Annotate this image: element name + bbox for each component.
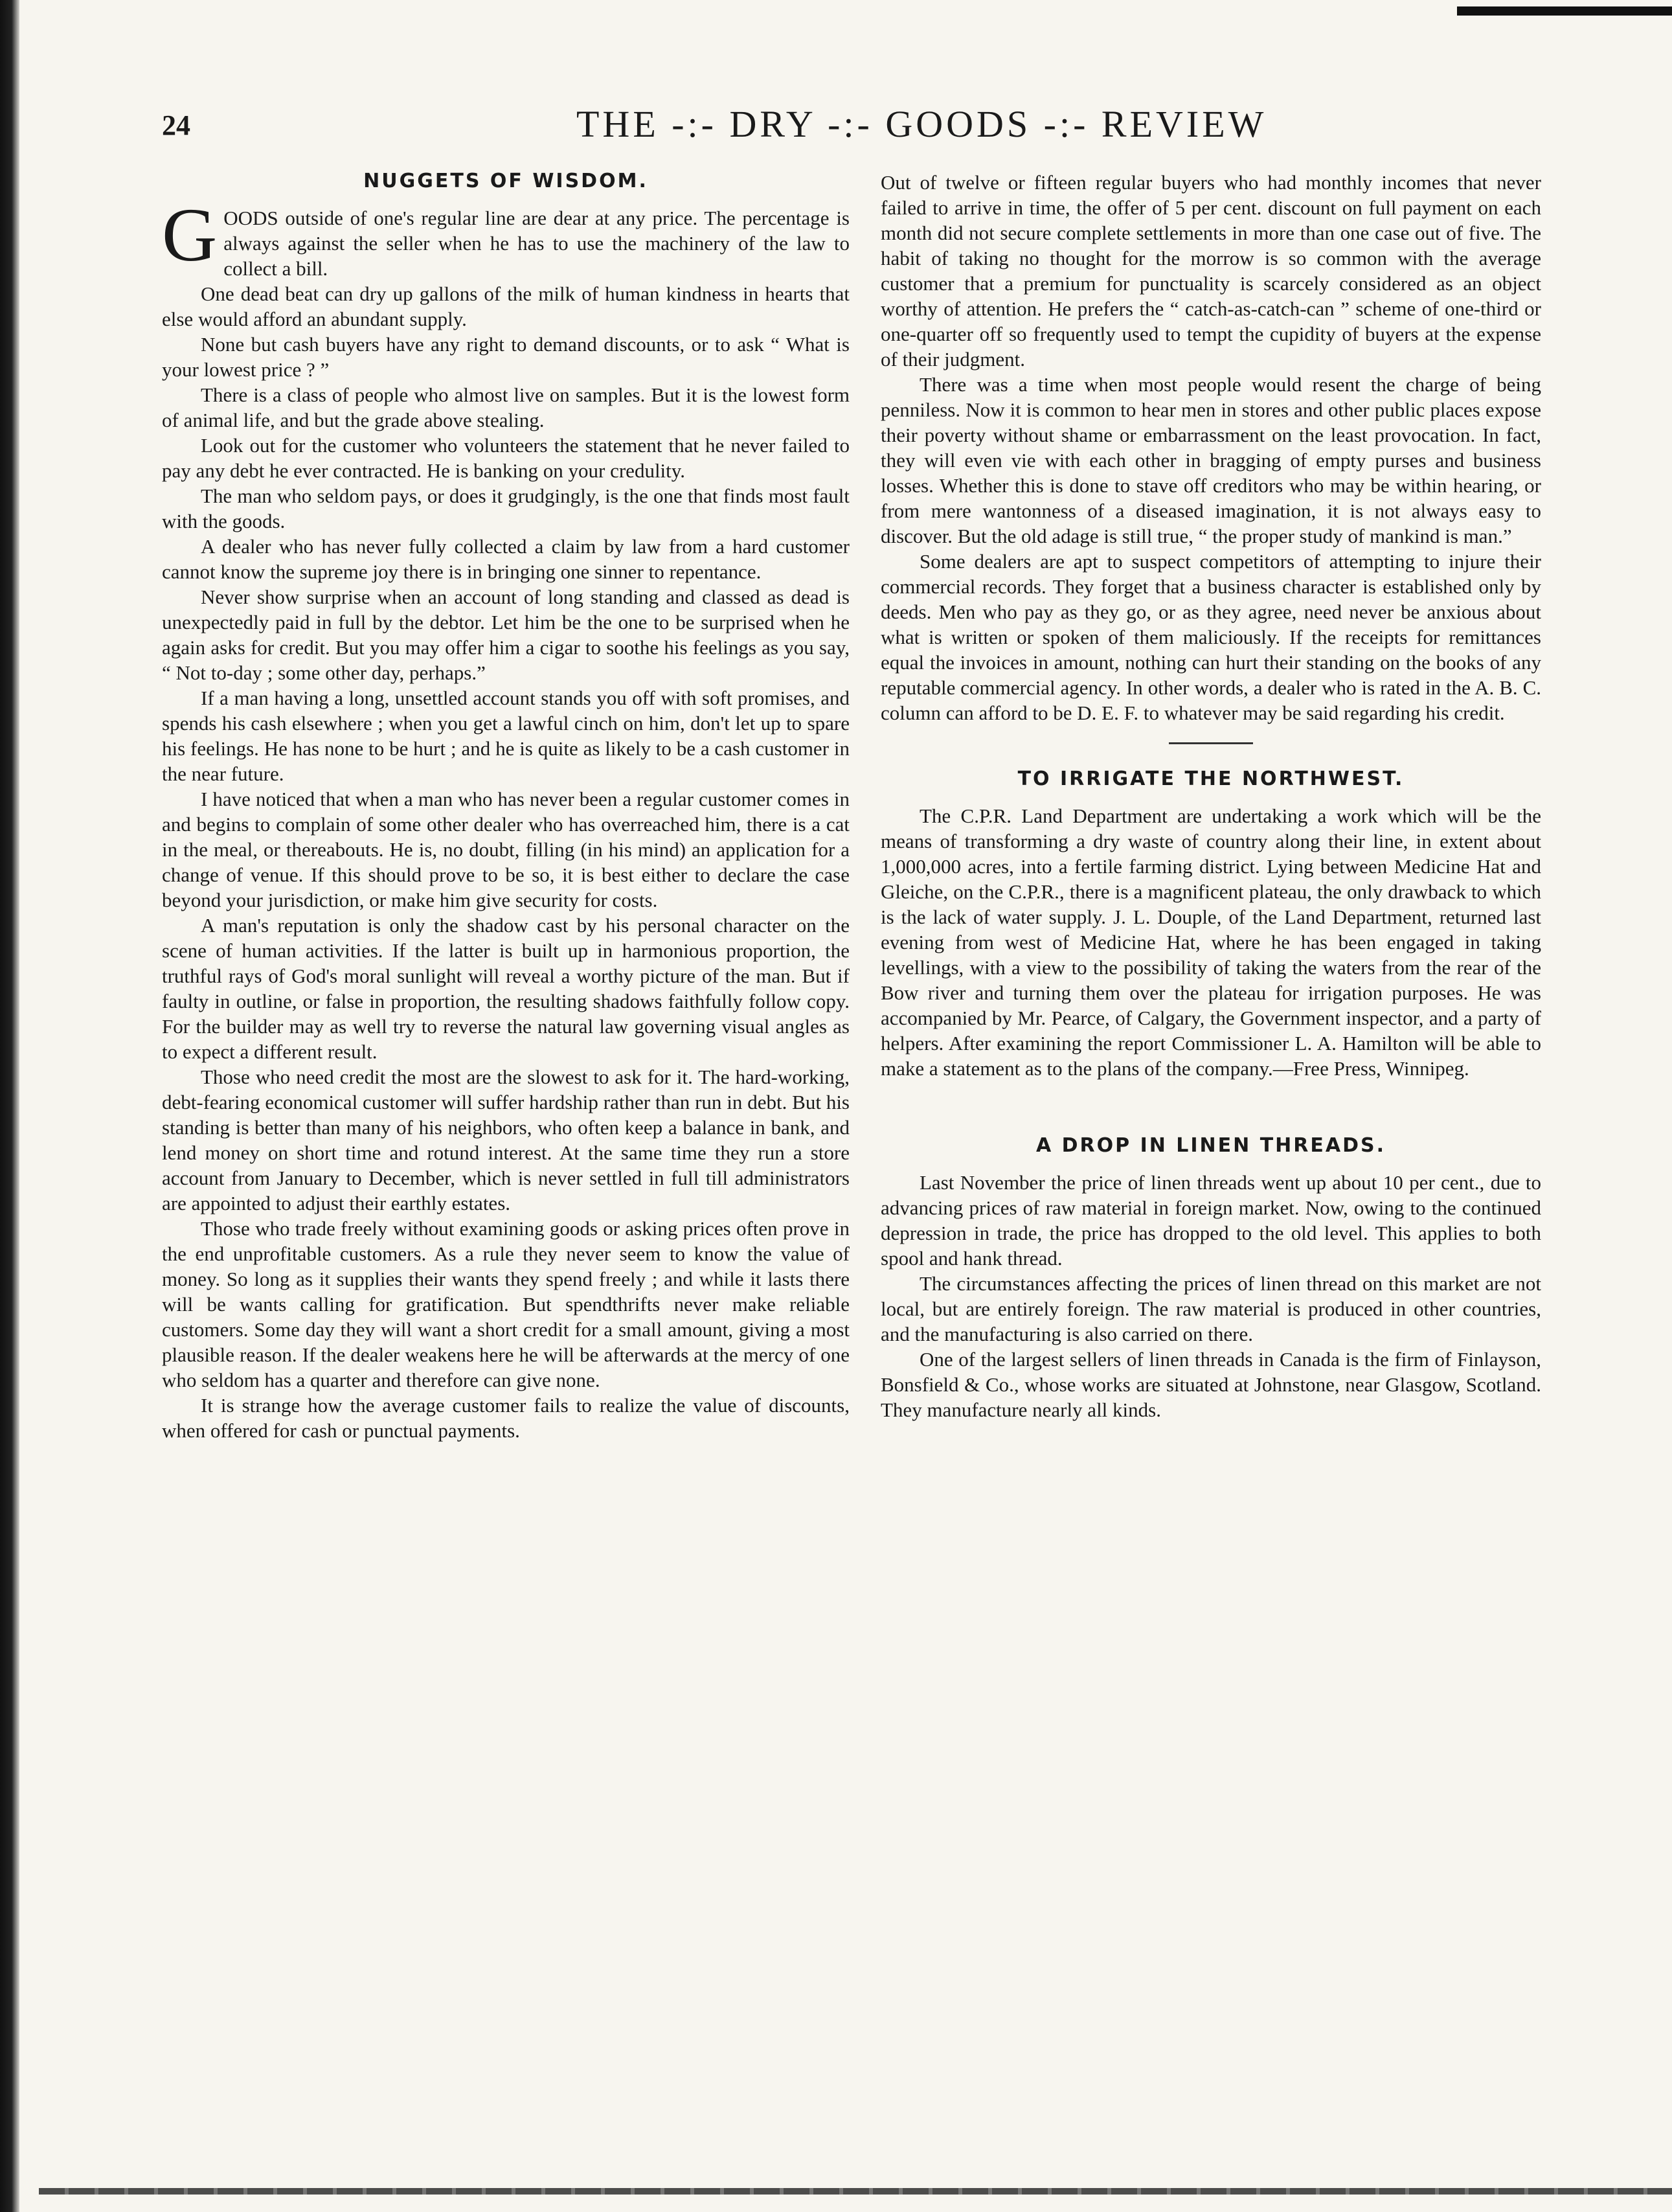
paragraph: I have noticed that when a man who has never been a regular customer comes in and begins to complain of some other dealer who has overreached him, there is a cat in the meal, or thereabouts. He is, no doubt, filling (in his mind) an application for a change of venue. If this should prove to be so, it is best either to declare the case beyond your jurisdiction, or make him give security for costs. bbox=[162, 788, 850, 911]
paragraph: Those who trade freely without examining goods or asking prices often prove in the end unprofitable customers. As a rule they never seem to know the value of money. So long as it supplies their wants they spend freely ; and while it lasts there will be wants calling for gratification. But spendthrifts never make reliable customers. Some day they will want a short credit for a small amount, giving a most plausible reason. If the dealer weakens here he will be afterwards at the mercy of one who seldom has a quarter and therefore can give none. bbox=[162, 1217, 850, 1391]
scan-bottom-rule bbox=[39, 2188, 1672, 2195]
right-column bbox=[881, 170, 1541, 1422]
article-title-linen: A DROP IN LINEN THREADS. bbox=[1035, 1134, 1386, 1157]
paragraph: Those who need credit the most are the slowest to ask for it. The hard-working, debt-fearing economical customer will suffer hardship rather than run in debt. But his standing is better than many of his neighbors, who often keep a balance in bank, and lend money on short time and rotund interest. At the same time they run a store account from January to December, which is never settled in full till administrators are appointed to adjust their earthly estates. bbox=[162, 1066, 850, 1214]
section-divider bbox=[1169, 742, 1253, 744]
paragraph: The man who seldom pays, or does it grudgingly, is the one that finds most fault with the goods. bbox=[162, 485, 850, 532]
paragraph: There is a class of people who almost live on samples. But it is the lowest form of animal life, and but the grade above stealing. bbox=[162, 383, 850, 431]
paragraph: A man's reputation is only the shadow cast by his personal character on the scene of human activities. If the latter is built up in harmonious proportion, the truthful rays of God's moral sunlight will reveal a worthy picture of the man. But if faulty in outline, or false in proportion, the resulting shadows faithfully follow copy. For the builder may as well try to reverse the natural law governing visual angles as to expect a different result. bbox=[162, 914, 850, 1063]
page-number: 24 bbox=[162, 109, 190, 141]
paragraph: Last November the price of linen threads went up about 10 per cent., due to advancing prices of raw material in foreign market. Now, owing to the continued depression in trade, the price has dropped to the old level. This applies to both spool and hank thread. bbox=[881, 1171, 1541, 1270]
scan-binding-edge bbox=[0, 0, 19, 2212]
article-title-irrigate: TO IRRIGATE THE NORTHWEST. bbox=[1017, 768, 1405, 790]
paragraph: If a man having a long, unsettled account stands you off with soft promises, and spends his cash elsewhere ; when you get a lawful cinch on him, don't let up to spare his feelings. He has none to be hurt ; and he is quite as likely to be a cash customer in the near future. bbox=[162, 687, 850, 785]
article-title-nuggets: NUGGETS OF WISDOM. bbox=[363, 170, 648, 192]
paragraph: A dealer who has never fully collected a claim by law from a hard customer cannot know the supreme joy there is in bringing one sinner to repentance. bbox=[162, 535, 850, 583]
section-spacer bbox=[1169, 1098, 1253, 1111]
paragraph: Out of twelve or fifteen regular buyers who had monthly incomes that never failed to arrive in time, the offer of 5 per cent. discount on full payment on each month did not secure complete settlements in more than one case out of five. The habit of taking no thought for the morrow is so common with the average customer that a premium for punctuality is scarcely considered as an object worthy of attention. He prefers the “ catch-as-catch-can ” scheme of one-third or one-quarter off so frequently used to tempt the cupidity of buyers at the expense of their judgment. bbox=[881, 171, 1541, 371]
paragraph: Some dealers are apt to suspect competitors of attempting to injure their commercial records. They forget that a business character is established only by deeds. Men who pay as they go, or as they agree, need never be anxious about what is written or spoken of them maliciously. If the receipts for remittances equal the invoices in amount, nothing can hurt their standing on the books of any reputable commercial agency. In other words, a dealer who is rated in the A. B. C. column can afford to be D. E. F. to whatever may be said regarding his credit. bbox=[881, 550, 1541, 724]
page-header bbox=[162, 102, 1541, 161]
paragraph: There was a time when most people would resent the charge of being penniless. Now it is common to hear men in stores and other public places expose their poverty without shame or embarrassment on the least provocation. In fact, they will even vie with each other in bragging of empty purses and business losses. Whether this is done to stave off creditors who may be within hearing, or from mere wantonness of a diseased imagination, it is not always easy to discover. But the old adage is still true, “ the proper study of mankind is man.” bbox=[881, 373, 1541, 547]
paragraph: One dead beat can dry up gallons of the milk of human kindness in hearts that else would afford an abundant supply. bbox=[162, 282, 850, 330]
paragraph: Look out for the customer who volunteers the statement that he never failed to pay any debt he ever contracted. He is banking on your credulity. bbox=[162, 434, 850, 482]
paragraph: GOODS outside of one's regular line are dear at any price. The percentage is always against the seller when he has to use the machinery of the law to collect a bill. bbox=[162, 192, 850, 280]
paragraph: Never show surprise when an account of long standing and classed as dead is unexpectedly paid in full by the debtor. Let him be the one to be surprised when he again asks for credit. But you may offer him a cigar to soothe his feelings as you say, “ Not to-day ; some other day, perhaps.” bbox=[162, 586, 850, 684]
journal-title: THE -:- DRY -:- GOODS -:- REVIEW bbox=[576, 103, 1267, 145]
drop-cap: G bbox=[162, 192, 218, 277]
paragraph: One of the largest sellers of linen threads in Canada is the firm of Finlayson, Bonsfield & Co., whose works are situated at Johnstone, near Glasgow, Scotland. They manufacture nearly all kinds. bbox=[881, 1348, 1541, 1421]
paragraph: It is strange how the average customer fails to realize the value of discounts, when offered for cash or punctual payments. bbox=[162, 1394, 850, 1442]
paragraph: The C.P.R. Land Department are undertaking a work which will be the means of transforming a dry waste of country along their line, in extent about 1,000,000 acres, into a fertile farming district. Lying between Medicine Hat and Gleiche, on the C.P.R., there is a magnificent plateau, the only drawback to which is the lack of water supply. J. L. Douple, of the Land Department, returned last evening from west of Medicine Hat, where he has been engaged in taking levellings, with a view to the possibility of taking the waters from the rear of the Bow river and turning them over the plateau for irrigation purposes. He was accompanied by Mr. Pearce, of Calgary, the Government inspector, and a party of helpers. After examining the report Commissioner L. A. Hamilton will be able to make a statement as to the plans of the company.—Free Press, Winnipeg. bbox=[881, 804, 1541, 1080]
left-column bbox=[162, 170, 850, 1443]
paragraph: None but cash buyers have any right to demand discounts, or to ask “ What is your lowest price ? ” bbox=[162, 333, 850, 381]
scan-top-rule bbox=[1457, 6, 1672, 16]
paragraph: The circumstances affecting the prices of linen thread on this market are not local, but are entirely foreign. The raw material is produced in other countries, and the manufacturing is also carried on there. bbox=[881, 1272, 1541, 1345]
